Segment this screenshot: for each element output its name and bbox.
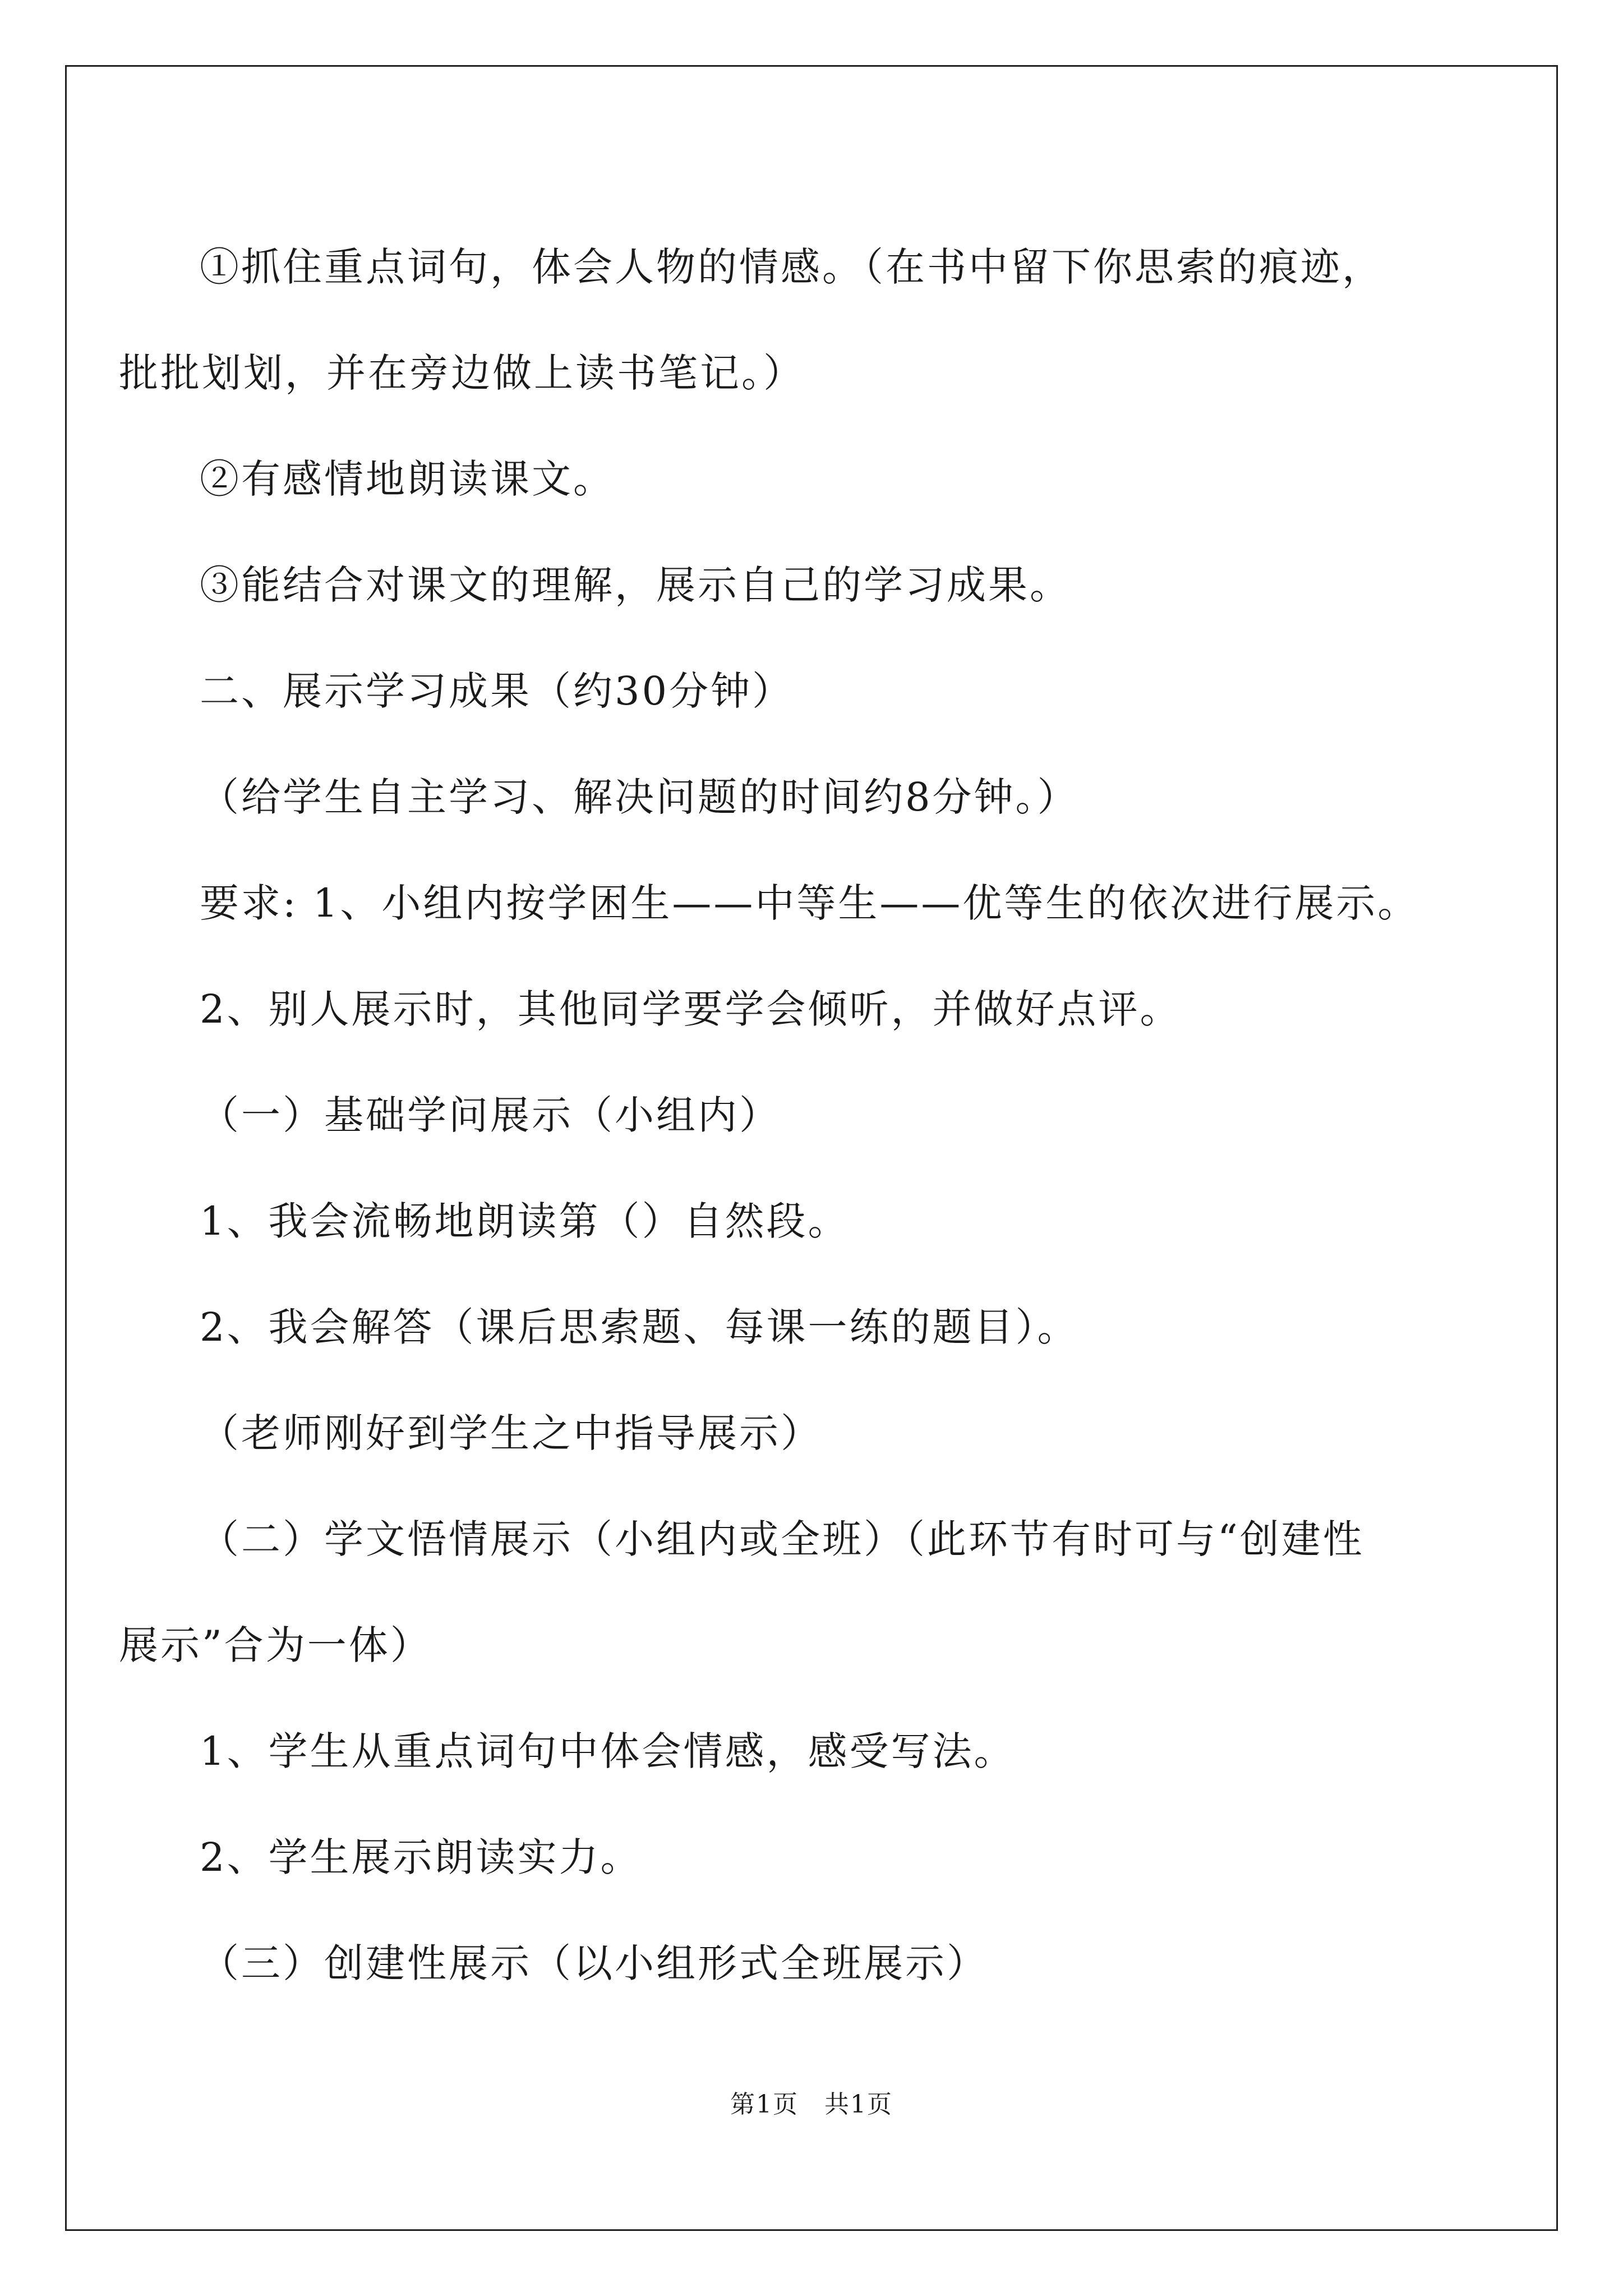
subsection-heading-3: （三）创建性展示（以小组形式全班展示） (200, 1940, 988, 1986)
paragraph-3: ③能结合对课文的理解，展示自己的学习成果。 (200, 562, 1071, 608)
paragraph-item-4: 2、学生展示朗读实力。 (200, 1834, 642, 1880)
paragraph-teacher-note: （老师刚好到学生之中指导展示） (200, 1410, 822, 1456)
paragraph-requirement-2: 2、别人展示时，其他同学要学会倾听，并做好点评。 (200, 986, 1182, 1032)
subsection-heading-1: （一）基础学问展示（小组内） (200, 1092, 781, 1138)
paragraph-item-2: 2、我会解答（课后思索题、每课一练的题目）。 (200, 1304, 1079, 1350)
subsection-heading-2-line-2: 展示”合为一体） (119, 1622, 432, 1668)
section-heading-2: 二、展示学习成果（约30分钟） (200, 668, 794, 714)
paragraph-time-note: （给学生自主学习、解决问题的时间约8分钟。） (200, 774, 1079, 820)
paragraph-1-line-1: ①抓住重点词句，体会人物的情感。（在书中留下你思索的痕迹， (200, 244, 1384, 290)
document-body (119, 214, 1467, 2017)
paragraph-item-3: 1、学生从重点词句中体会情感，感受写法。 (200, 1728, 1016, 1774)
paragraph-1-line-2: 批批划划，并在旁边做上读书笔记。） (119, 350, 805, 396)
paragraph-item-1: 1、我会流畅地朗读第（）自然段。 (200, 1198, 850, 1244)
page-footer: 第1页 共1页 (730, 2090, 893, 2119)
paragraph-2: ②有感情地朗读课文。 (200, 456, 615, 502)
paragraph-requirement-1: 要求: 1、小组内按学困生——中等生——优等生的依次进行展示。 (200, 880, 1419, 926)
subsection-heading-2-line-1: （二）学文悟情展示（小组内或全班）（此环节有时可与“创建性 (200, 1516, 1364, 1562)
